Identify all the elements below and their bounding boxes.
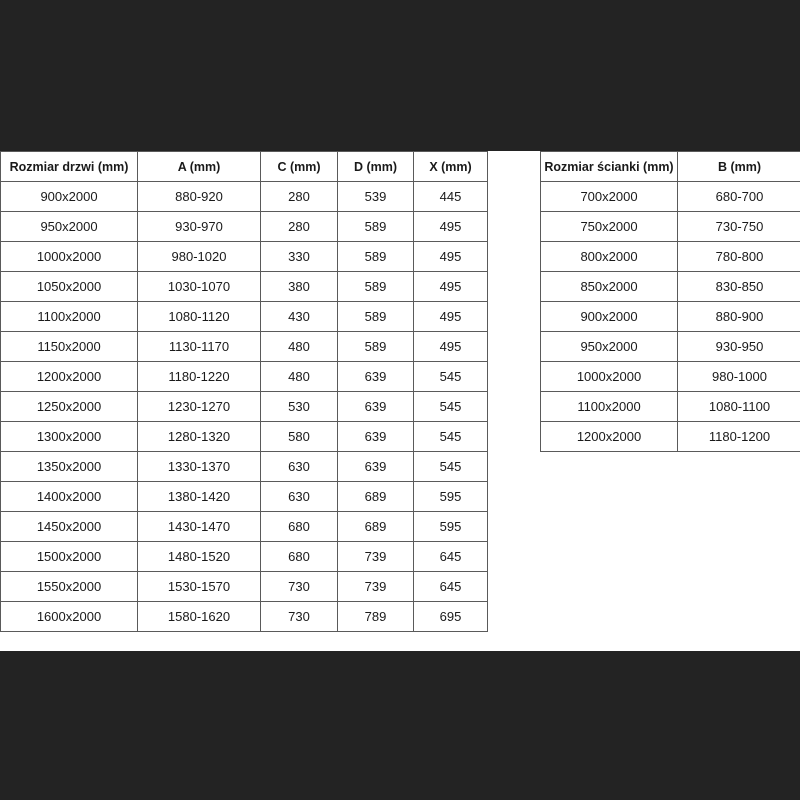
table-row [541, 182, 800, 212]
table-row [1, 542, 488, 572]
table-cell: 445 [414, 182, 488, 212]
table-row [1, 272, 488, 302]
table-cell: 1130-1170 [138, 332, 261, 362]
table-cell: 545 [414, 452, 488, 482]
table-cell: 495 [414, 302, 488, 332]
table-cell: 1430-1470 [138, 512, 261, 542]
column-header-d: D (mm) [338, 152, 414, 182]
table-row [1, 572, 488, 602]
table-cell: 639 [338, 392, 414, 422]
table-row [1, 182, 488, 212]
table-cell: 330 [261, 242, 338, 272]
table-cell: 1250x2000 [1, 392, 138, 422]
table-row [1, 452, 488, 482]
table-cell: 1200x2000 [541, 422, 678, 452]
table-cell: 730 [261, 572, 338, 602]
table-cell: 1350x2000 [1, 452, 138, 482]
table-cell: 1080-1100 [678, 392, 800, 422]
table-cell: 1450x2000 [1, 512, 138, 542]
table-cell: 680 [261, 542, 338, 572]
table-cell: 1530-1570 [138, 572, 261, 602]
table-cell: 589 [338, 302, 414, 332]
table-cell: 1330-1370 [138, 452, 261, 482]
table-cell: 1180-1200 [678, 422, 800, 452]
column-header-a: A (mm) [138, 152, 261, 182]
table-cell: 480 [261, 332, 338, 362]
table-row [1, 362, 488, 392]
table-cell: 1000x2000 [541, 362, 678, 392]
table-row [1, 482, 488, 512]
table-row [1, 242, 488, 272]
table-cell: 789 [338, 602, 414, 632]
table-cell: 1600x2000 [1, 602, 138, 632]
table-row [1, 512, 488, 542]
table-cell: 595 [414, 482, 488, 512]
table-row [541, 302, 800, 332]
table-cell: 1150x2000 [1, 332, 138, 362]
table-cell: 430 [261, 302, 338, 332]
table-cell: 639 [338, 362, 414, 392]
table-cell: 495 [414, 272, 488, 302]
table-cell: 545 [414, 422, 488, 452]
table-row [1, 602, 488, 632]
table-cell: 545 [414, 392, 488, 422]
table-cell: 1400x2000 [1, 482, 138, 512]
table-cell: 630 [261, 482, 338, 512]
wall-table-body [541, 182, 800, 452]
table-cell: 480 [261, 362, 338, 392]
table-cell: 750x2000 [541, 212, 678, 242]
door-size-table [0, 151, 488, 632]
table-row [541, 242, 800, 272]
table-cell: 280 [261, 182, 338, 212]
table-cell: 700x2000 [541, 182, 678, 212]
table-cell: 580 [261, 422, 338, 452]
table-cell: 1280-1320 [138, 422, 261, 452]
table-cell: 900x2000 [541, 302, 678, 332]
table-row [541, 332, 800, 362]
table-cell: 850x2000 [541, 272, 678, 302]
spec-panel [0, 151, 800, 651]
table-cell: 639 [338, 452, 414, 482]
table-cell: 645 [414, 572, 488, 602]
column-header-x: X (mm) [414, 152, 488, 182]
table-cell: 730-750 [678, 212, 800, 242]
table-cell: 800x2000 [541, 242, 678, 272]
table-cell: 1230-1270 [138, 392, 261, 422]
table-cell: 495 [414, 212, 488, 242]
table-cell: 1000x2000 [1, 242, 138, 272]
table-cell: 1050x2000 [1, 272, 138, 302]
table-cell: 530 [261, 392, 338, 422]
table-row [541, 392, 800, 422]
table-row [1, 302, 488, 332]
table-cell: 880-900 [678, 302, 800, 332]
table-cell: 1500x2000 [1, 542, 138, 572]
wall-size-table [540, 151, 800, 452]
wall-table-header-row [541, 152, 800, 182]
table-cell: 645 [414, 542, 488, 572]
table-cell: 589 [338, 272, 414, 302]
table-cell: 280 [261, 212, 338, 242]
table-cell: 595 [414, 512, 488, 542]
table-cell: 689 [338, 482, 414, 512]
table-cell: 1480-1520 [138, 542, 261, 572]
door-table-header-row [1, 152, 488, 182]
table-cell: 1580-1620 [138, 602, 261, 632]
table-cell: 1300x2000 [1, 422, 138, 452]
table-cell: 1080-1120 [138, 302, 261, 332]
table-cell: 1030-1070 [138, 272, 261, 302]
table-cell: 639 [338, 422, 414, 452]
table-cell: 830-850 [678, 272, 800, 302]
table-cell: 1200x2000 [1, 362, 138, 392]
table-cell: 695 [414, 602, 488, 632]
table-cell: 980-1020 [138, 242, 261, 272]
column-header-b: B (mm) [678, 152, 800, 182]
table-cell: 730 [261, 602, 338, 632]
table-row [541, 362, 800, 392]
table-row [541, 212, 800, 242]
table-row [1, 422, 488, 452]
table-cell: 589 [338, 212, 414, 242]
table-cell: 630 [261, 452, 338, 482]
table-cell: 1100x2000 [541, 392, 678, 422]
table-cell: 495 [414, 332, 488, 362]
table-cell: 880-920 [138, 182, 261, 212]
table-cell: 539 [338, 182, 414, 212]
table-cell: 680 [261, 512, 338, 542]
table-cell: 680-700 [678, 182, 800, 212]
table-cell: 739 [338, 572, 414, 602]
table-cell: 950x2000 [541, 332, 678, 362]
table-cell: 380 [261, 272, 338, 302]
column-header-c: C (mm) [261, 152, 338, 182]
column-header-wall-size: Rozmiar ścianki (mm) [541, 152, 678, 182]
table-cell: 689 [338, 512, 414, 542]
table-cell: 589 [338, 242, 414, 272]
table-cell: 589 [338, 332, 414, 362]
table-cell: 545 [414, 362, 488, 392]
table-cell: 980-1000 [678, 362, 800, 392]
table-cell: 739 [338, 542, 414, 572]
column-header-door-size: Rozmiar drzwi (mm) [1, 152, 138, 182]
table-cell: 1380-1420 [138, 482, 261, 512]
table-row [1, 392, 488, 422]
table-cell: 1100x2000 [1, 302, 138, 332]
table-cell: 1550x2000 [1, 572, 138, 602]
table-cell: 950x2000 [1, 212, 138, 242]
table-cell: 930-970 [138, 212, 261, 242]
table-cell: 900x2000 [1, 182, 138, 212]
table-row [541, 422, 800, 452]
table-cell: 780-800 [678, 242, 800, 272]
door-table-body [1, 182, 488, 632]
table-row [1, 212, 488, 242]
table-cell: 930-950 [678, 332, 800, 362]
table-row [541, 272, 800, 302]
table-row [1, 332, 488, 362]
table-cell: 1180-1220 [138, 362, 261, 392]
table-cell: 495 [414, 242, 488, 272]
